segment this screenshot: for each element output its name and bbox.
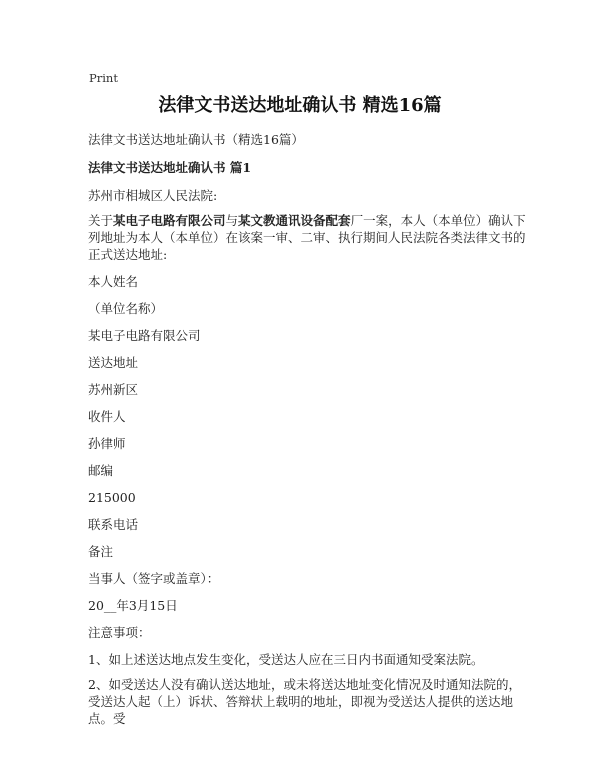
field-line: 20__年3月15日	[88, 598, 178, 613]
field-line: （单位名称）	[88, 301, 164, 316]
field-line: 联系电话	[88, 517, 139, 532]
field-line: 苏州新区	[88, 382, 139, 397]
field-line: 215000	[88, 490, 136, 505]
subtitle: 法律文书送达地址确认书（精选16篇）	[88, 132, 304, 147]
print-link[interactable]: Print	[89, 71, 118, 85]
court-addressee: 苏州市相城区人民法院:	[88, 188, 218, 203]
field-line: 邮编	[88, 463, 114, 478]
intro-middle: 与	[225, 213, 239, 228]
section-title: 法律文书送达地址确认书 篇1	[88, 160, 252, 175]
field-line: 某电子电路有限公司	[88, 328, 201, 343]
party-one: 某电子电路有限公司	[113, 213, 226, 228]
intro-prefix: 关于	[88, 213, 114, 228]
field-line: 当事人（签字或盖章）：	[88, 571, 220, 586]
field-line: 送达地址	[88, 355, 139, 370]
intro-suffix: 厂一案，本人（本单位）确认下列地址为本人（本单位）在该案一审、二审、执行期间人民法院各类法律文书的正式送达地址:	[88, 213, 526, 262]
page-title: 法律文书送达地址确认书 精选16篇	[158, 95, 442, 116]
intro-paragraph	[88, 212, 528, 263]
note-paragraph: 1、如上述送达地点发生变化，受送达人应在三日内书面通知受案法院。	[88, 652, 484, 667]
party-two: 某文教通讯设备配套	[238, 213, 351, 228]
note-paragraph: 2、如受送达人没有确认送达地址，或未将送达地址变化情况及时通知法院的，受送达人起（上）诉状、答辩状上载明的地址，即视为受送达人提供的送达地点。受	[88, 677, 521, 726]
field-line: 注意事项：	[88, 625, 151, 640]
field-line: 备注	[88, 544, 114, 559]
field-line: 本人姓名	[88, 274, 139, 289]
field-line: 孙律师	[88, 436, 126, 451]
field-line: 收件人	[88, 409, 126, 424]
